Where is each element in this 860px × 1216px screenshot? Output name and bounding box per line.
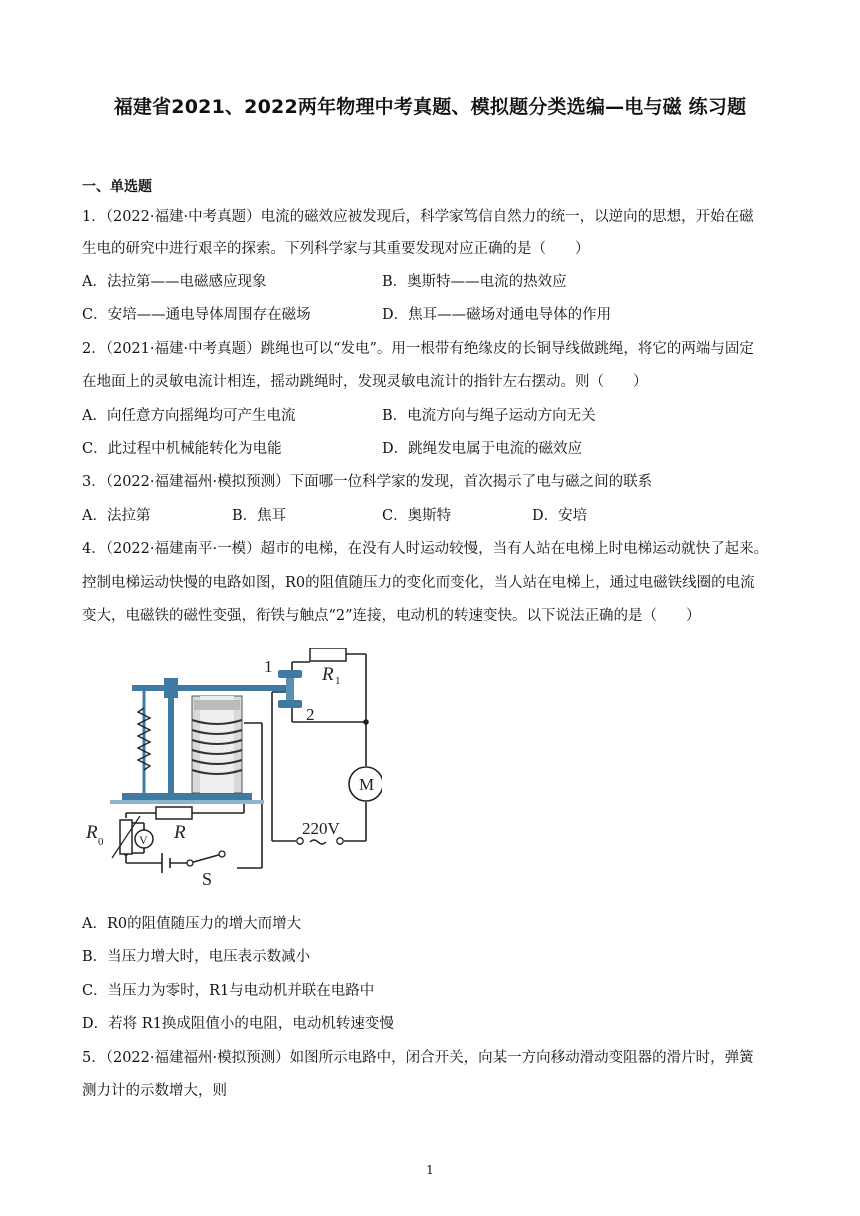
voltmeter-label: V — [139, 833, 148, 847]
question-5-line-2: 测力计的示数增大，则 — [82, 1083, 227, 1099]
question-2-option-d: D．跳绳发电属于电流的磁效应 — [382, 441, 583, 457]
question-4-option-b: B．当压力增大时，电压表示数减小 — [82, 949, 311, 965]
contact-2-label: 2 — [306, 705, 315, 724]
r1-label: R — [322, 664, 334, 685]
question-4-line-3: 变大，电磁铁的磁性变强，衔铁与触点“2”连接，电动机的转速变快。以下说法正确的是（ ） — [82, 608, 701, 624]
r-label: R — [174, 822, 186, 843]
r0-subscript: 0 — [98, 836, 104, 848]
supply-label: 220V — [302, 819, 340, 838]
r1-subscript: 1 — [335, 675, 341, 687]
question-1-line-2: 生电的研究中进行艰辛的探索。下列科学家与其重要发现对应正确的是（ ） — [82, 241, 590, 257]
question-4-line-2: 控制电梯运动快慢的电路如图，R0的阻值随压力的变化而变化，当人站在电梯上，通过电磁铁线圈的电流 — [82, 575, 755, 591]
elevator-circuit-figure — [82, 648, 382, 888]
question-2-line-2: 在地面上的灵敏电流计相连，摇动跳绳时，发现灵敏电流计的指针左右摆动。则（ ） — [82, 374, 648, 390]
question-3-option-c: C．奥斯特 — [382, 508, 452, 524]
question-4-option-a: A．R0的阻值随压力的增大而增大 — [82, 916, 302, 932]
page-number: 1 — [426, 1163, 434, 1177]
question-4-line-1: 4．（2022·福建南平·一模）超市的电梯，在没有人时运动较慢，当有人站在电梯上时电梯运动就快了起来。 — [82, 541, 769, 557]
question-3-option-a: A．法拉第 — [82, 508, 151, 524]
motor-label: M — [359, 775, 375, 794]
contact-1-label: 1 — [264, 657, 273, 676]
r0-label: R — [86, 822, 98, 843]
page-title: 福建省2021、2022两年物理中考真题、模拟题分类选编—电与磁 练习题 — [113, 96, 747, 118]
question-5-line-1: 5．（2022·福建福州·模拟预测）如图所示电路中，闭合开关，向某一方向移动滑动变阻器的滑片时，弹簧 — [82, 1050, 754, 1066]
question-4-option-c: C．当压力为零时，R1与电动机并联在电路中 — [82, 983, 375, 999]
question-2-option-a: A．向任意方向摇绳均可产生电流 — [82, 408, 296, 424]
question-2-option-c: C．此过程中机械能转化为电能 — [82, 441, 282, 457]
question-2-line-1: 2．（2021·福建·中考真题）跳绳也可以“发电”。用一根带有绝缘皮的长铜导线做跳绳，将它的两端与固定 — [82, 341, 754, 357]
question-2-option-b: B．电流方向与绳子运动方向无关 — [382, 408, 596, 424]
question-3-line-1: 3．（2022·福建福州·模拟预测）下面哪一位科学家的发现，首次揭示了电与磁之间的联系 — [82, 474, 653, 490]
question-1-option-b: B．奥斯特——电流的热效应 — [382, 274, 567, 290]
question-1-line-1: 1．（2022·福建·中考真题）电流的磁效应被发现后，科学家笃信自然力的统一，以逆向的思想，开始在磁 — [82, 209, 754, 225]
section-heading: 一、单选题 — [82, 179, 152, 195]
question-4-option-d: D．若将 R1换成阻值小的电阻，电动机转速变慢 — [82, 1016, 394, 1032]
question-3-option-d: D．安培 — [532, 508, 588, 524]
question-1-option-c: C．安培——通电导体周围存在磁场 — [82, 307, 311, 323]
question-1-option-a: A．法拉第——电磁感应现象 — [82, 274, 267, 290]
switch-label: S — [202, 869, 213, 888]
question-3-option-b: B．焦耳 — [232, 508, 287, 524]
question-1-option-d: D．焦耳——磁场对通电导体的作用 — [382, 307, 612, 323]
